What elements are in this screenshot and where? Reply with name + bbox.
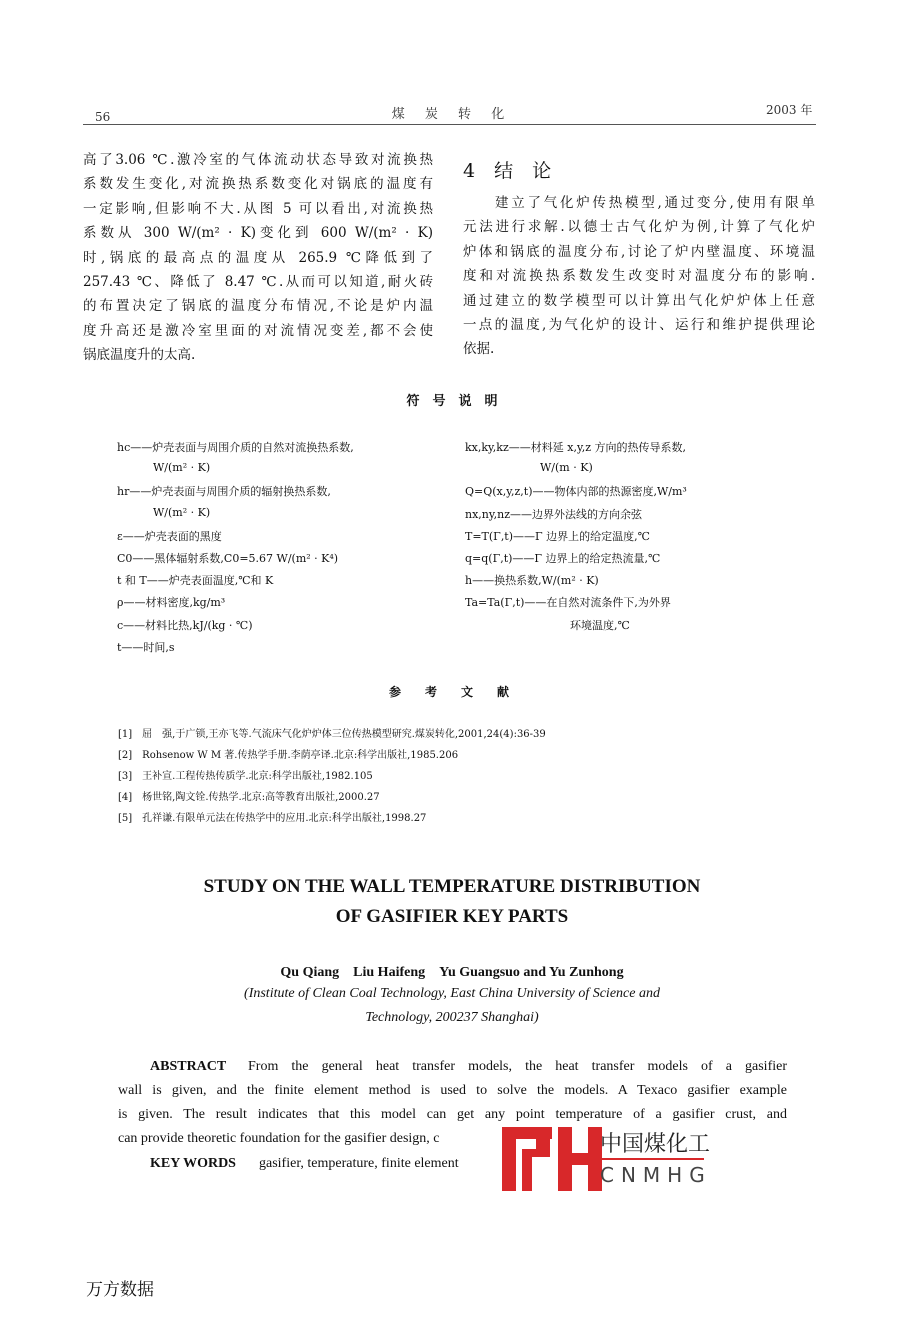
symbols-heading: 符 号 说 明 xyxy=(406,394,498,409)
abstract-line-4: can provide theoretic foundation for the gasifier design, c xyxy=(118,1131,440,1146)
affiliation-line-2: Technology, 200237 Shanghai) xyxy=(365,1010,539,1025)
body-text-line: 257.43 ℃、降低了 8.47 ℃.从而可以知道,耐火砖 xyxy=(83,274,433,290)
authors: Qu Qiang Liu Haifeng Yu Guangsuo and Yu Zunhong xyxy=(280,965,624,980)
conclusion-text-line: 建立了气化炉传热模型,通过变分,使用有限单 xyxy=(495,195,815,211)
mh-logo-icon xyxy=(502,1127,602,1191)
abstract-label: ABSTRACT xyxy=(150,1059,227,1074)
body-text-line: 度升高还是激冷室里面的对流情况变差,都不会使 xyxy=(83,322,433,339)
reference-item: [2] Rohsenow W M 著.传热学手册.李荫亭译.北京:科学出版社,1985.206 xyxy=(118,750,459,761)
symbol-definition: h——换热系数,W/(m² · K) xyxy=(465,574,599,588)
body-text-line: 的布置决定了锅底的温度分布情况,不论是炉内温 xyxy=(83,298,433,315)
symbol-definition: hr——炉壳表面与周围介质的辐射换热系数, xyxy=(117,485,331,499)
conclusion-text-line: 元法进行求解.以德士古气化炉为例,计算了气化炉 xyxy=(463,219,815,236)
reference-item: [3] 王补宣.工程传热传质学.北京:科学出版社,1982.105 xyxy=(118,771,373,782)
symbol-definition: nx,ny,nz——边界外法线的方向余弦 xyxy=(465,507,642,521)
conclusion-text-line: 度和对流换热系数发生改变时对温度分布的影响. xyxy=(463,268,815,285)
symbol-definition: 环境温度,℃ xyxy=(570,618,630,632)
english-title-line-2: OF GASIFIER KEY PARTS xyxy=(335,906,569,927)
symbol-definition: ρ——材料密度,kg/m³ xyxy=(117,596,226,610)
conclusion-heading: 4 结 论 xyxy=(463,160,552,182)
body-text-line: 高了3.06 ℃.激冷室的气体流动状态导致对流换热 xyxy=(83,152,433,168)
page-number: 56 xyxy=(95,110,111,124)
watermark-divider xyxy=(600,1158,704,1160)
symbol-definition: ε——炉壳表面的黑度 xyxy=(117,529,222,543)
year: 2003 年 xyxy=(766,103,813,117)
body-text-line: 系数发生变化,对流换热系数变化对锅底的温度有 xyxy=(83,176,433,193)
watermark-logo xyxy=(502,1127,710,1191)
symbol-definition: W/(m² · K) xyxy=(153,505,211,519)
reference-item: [1] 屈 强,于广锁,王亦飞等.气流床气化炉炉体三位传热模型研究.煤炭转化,2001,24(4):36-39 xyxy=(118,729,546,740)
conclusion-text-line: 一点的温度,为气化炉的设计、运行和维护提供理论 xyxy=(463,317,815,333)
symbol-definition: t——时间,s xyxy=(117,640,175,654)
symbol-definition: W/(m · K) xyxy=(540,461,593,475)
symbol-definition: T=T(Γ,t)——Γ 边界上的给定温度,℃ xyxy=(465,529,650,543)
body-text-line: 一定影响,但影响不大.从图 5 可以看出,对流换热 xyxy=(83,200,433,217)
body-text-line: 时,锅底的最高点的温度从 265.9 ℃降低到了 xyxy=(83,249,433,266)
conclusion-text-line: 依据. xyxy=(463,341,495,358)
journal-name: 煤 炭 转 化 xyxy=(391,107,513,122)
keywords-label: KEY WORDS xyxy=(150,1156,236,1171)
references-heading: 参 考 文 献 xyxy=(388,685,515,699)
abstract-line-2: wall is given, and the finite element method is used to solve the models. A Texaco gasifier example xyxy=(118,1083,787,1098)
affiliation-line-1: (Institute of Clean Coal Technology, East China University of Science and xyxy=(244,986,660,1001)
symbol-definition: Q=Q(x,y,z,t)——物体内部的热源密度,W/m³ xyxy=(465,485,687,499)
conclusion-text-line: 炉体和锅底的温度分布,讨论了炉内壁温度、环境温 xyxy=(463,243,815,260)
body-text-line: 系数从 300 W/(m² · K)变化到 600 W/(m² · K) xyxy=(83,225,433,242)
english-title-line-1: STUDY ON THE WALL TEMPERATURE DISTRIBUTION xyxy=(203,876,701,897)
symbol-definition: q=q(Γ,t)——Γ 边界上的给定热流量,℃ xyxy=(465,552,661,565)
symbol-definition: hc——炉壳表面与周围介质的自然对流换热系数, xyxy=(117,441,354,454)
watermark-en-text: CNMHG xyxy=(600,1163,712,1187)
keywords: gasifier, temperature, finite element xyxy=(259,1156,459,1171)
conclusion-text-line: 通过建立的数学模型可以计算出气化炉炉体上任意 xyxy=(463,292,815,309)
symbol-definition: c——材料比热,kJ/(kg · ℃) xyxy=(117,618,253,632)
symbol-definition: kx,ky,kz——材料延 x,y,z 方向的热传导系数, xyxy=(465,441,686,454)
header-rule xyxy=(83,124,816,125)
body-text-line: 锅底温度升的太高. xyxy=(83,347,196,364)
reference-item: [5] 孔祥谦.有限单元法在传热学中的应用.北京:科学出版社,1998.27 xyxy=(118,813,427,824)
symbol-definition: C0——黑体辐射系数,C0=5.67 W/(m² · K⁴) xyxy=(117,552,339,565)
abstract-line-1: From the general heat transfer models, the heat transfer models of a gasifier xyxy=(248,1059,787,1074)
reference-item: [4] 杨世铭,陶文铨.传热学.北京:高等教育出版社,2000.27 xyxy=(118,792,380,803)
watermark-cn-text: 中国煤化工 xyxy=(600,1132,711,1157)
symbol-definition: W/(m² · K) xyxy=(153,461,211,475)
source-footer: 万方数据 xyxy=(86,1280,154,1300)
abstract-line-3: is given. The result indicates that this model can get any point temperature of a gasifier crust, and xyxy=(118,1107,787,1122)
symbol-definition: t 和 T——炉壳表面温度,℃和 K xyxy=(117,574,274,588)
symbol-definition: Ta=Ta(Γ,t)——在自然对流条件下,为外界 xyxy=(465,596,671,610)
